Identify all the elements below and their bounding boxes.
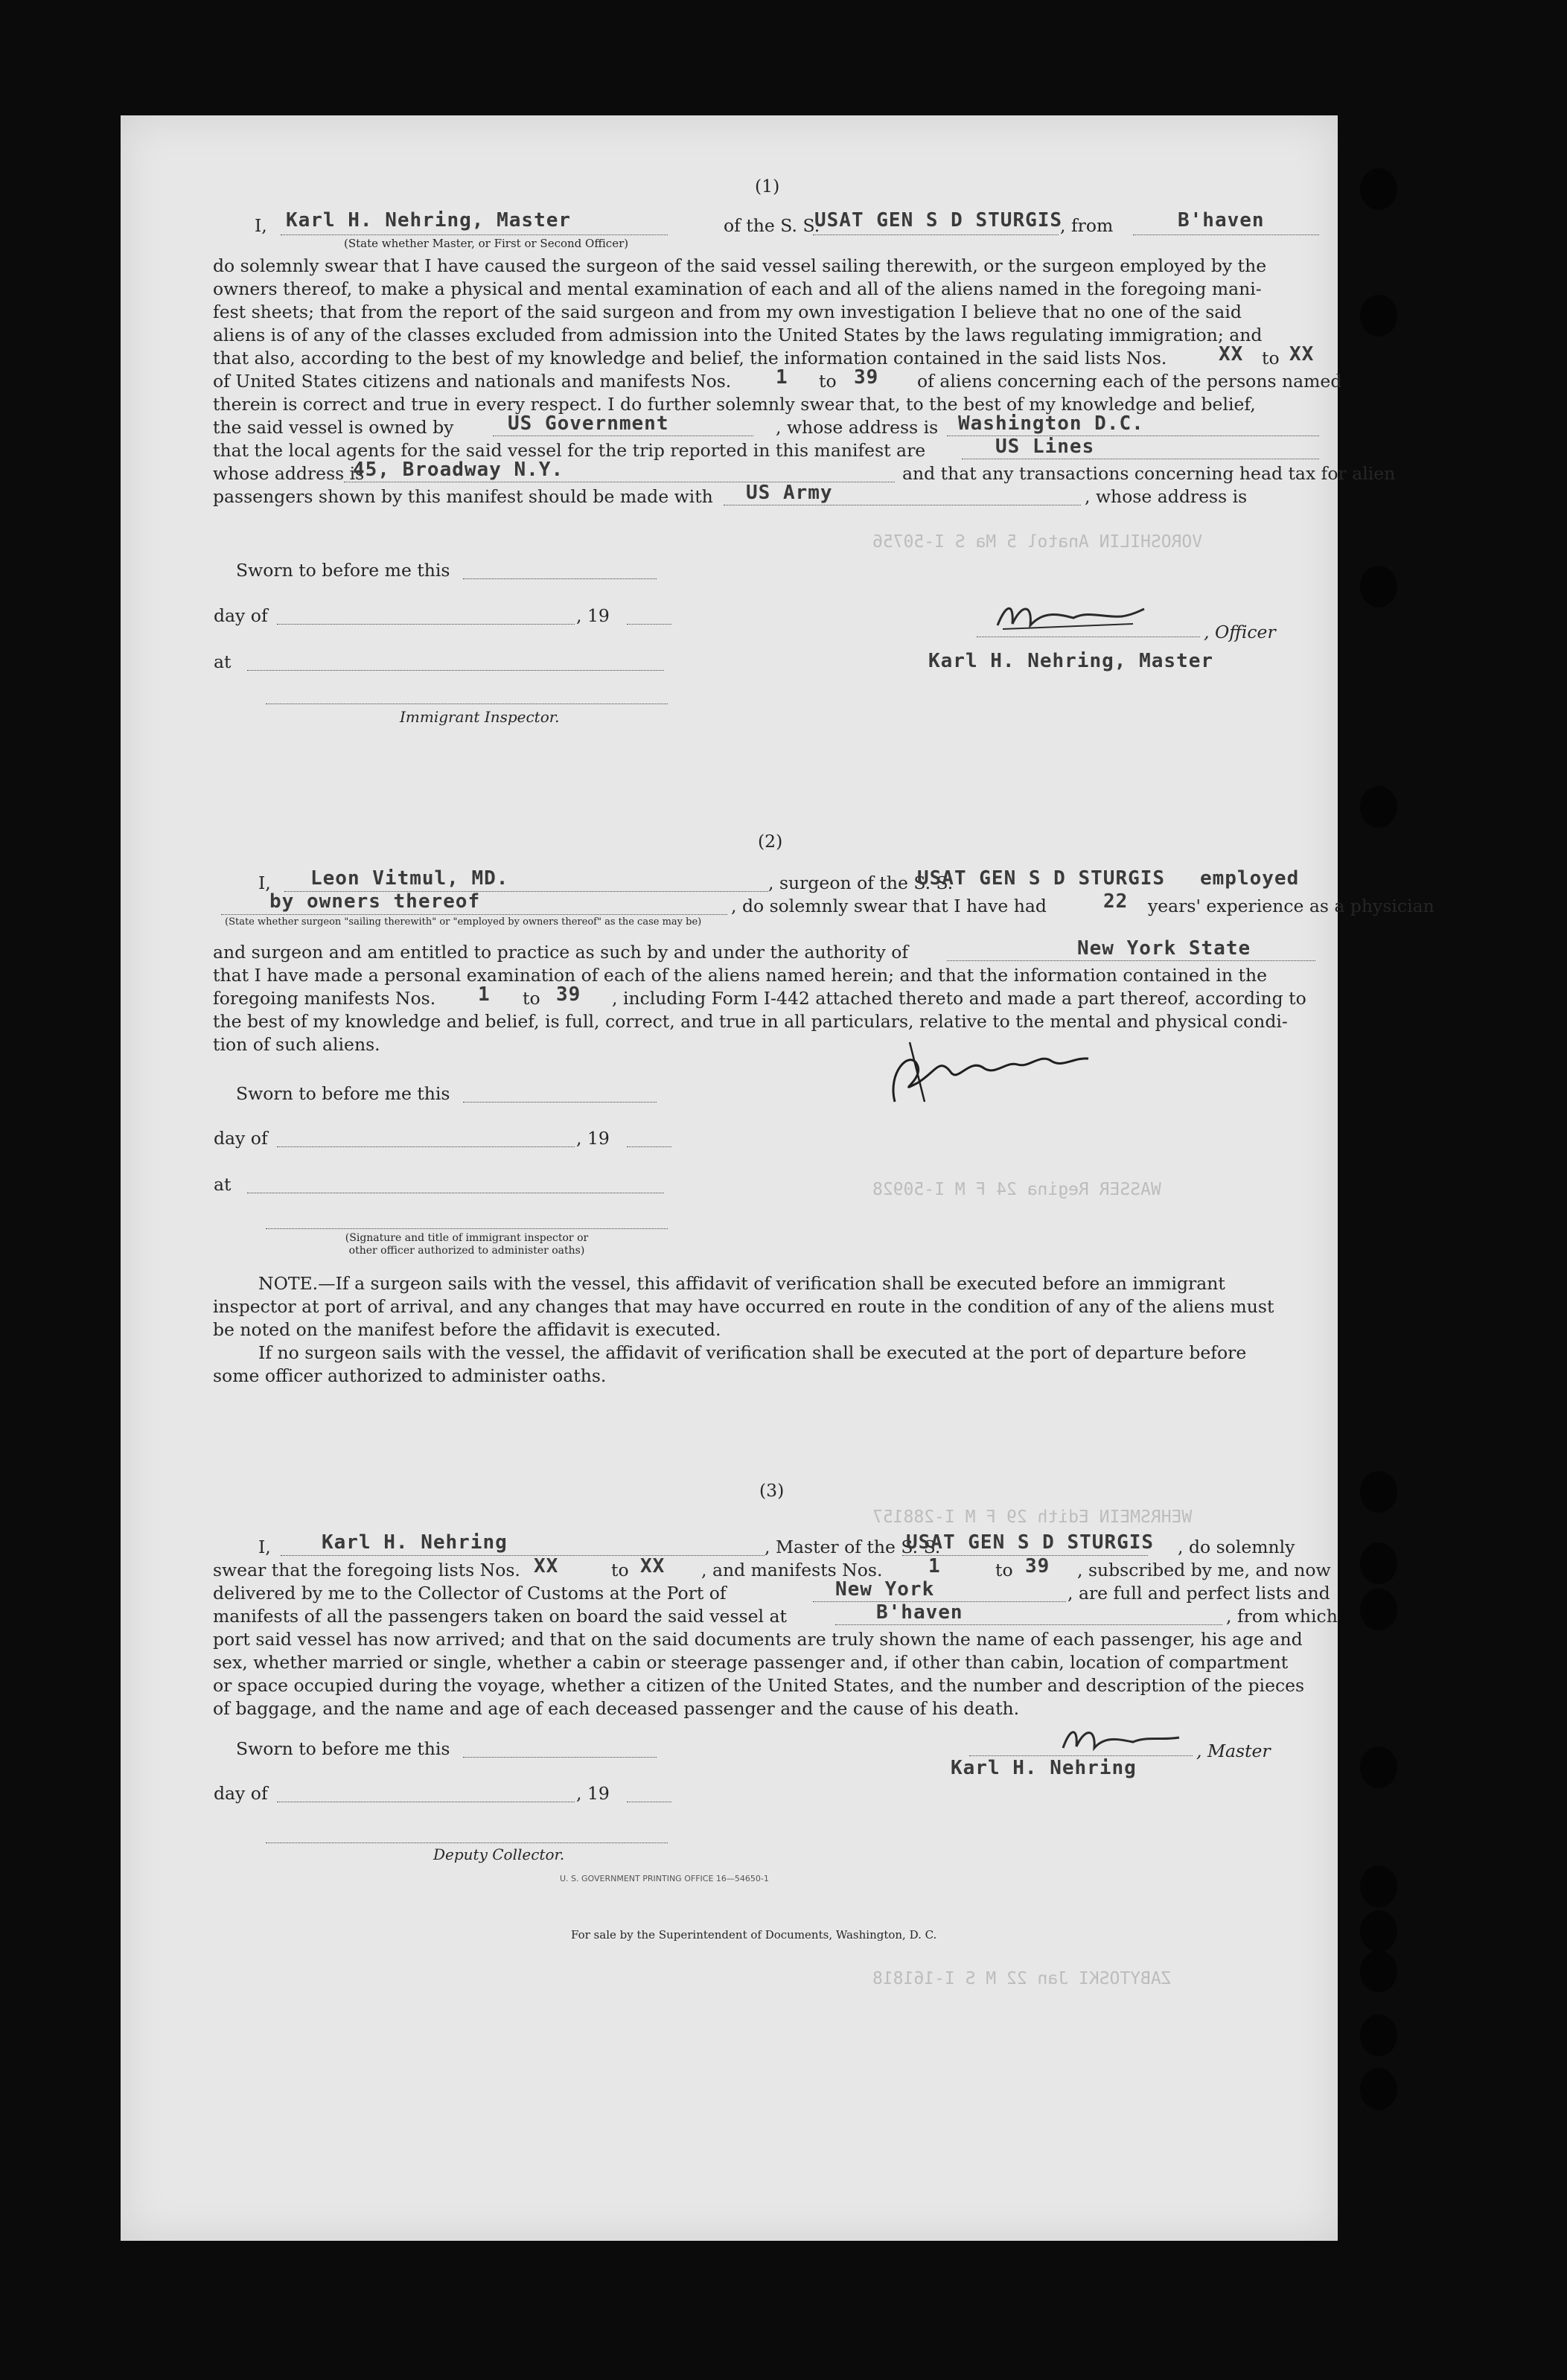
port-field: New York	[835, 1578, 935, 1601]
surgeon-manifest-from: 1	[478, 983, 491, 1006]
lists-to-3: XX	[640, 1555, 666, 1577]
lists-from-field: XX	[1219, 343, 1244, 366]
years-field: 22	[1103, 890, 1129, 913]
vessel-name-field: USAT GEN S D STURGIS	[814, 209, 1063, 232]
from-port-field: B'haven	[1178, 209, 1265, 232]
binder-hole	[1360, 168, 1397, 210]
printing-office-line: U. S. GOVERNMENT PRINTING OFFICE 16—54650-1	[560, 1874, 769, 1883]
signer-typed-3: Karl H. Nehring	[951, 1757, 1137, 1779]
owner-field: US Government	[508, 412, 669, 435]
sworn-label-2: Sworn to before me this	[236, 1083, 450, 1104]
agents-field: US Lines	[995, 436, 1095, 458]
section-1-i: I,	[255, 215, 267, 236]
sig-caption-1: (Signature and title of immigrant inspector or	[345, 1232, 589, 1244]
head-tax-party-field: US Army	[746, 482, 833, 504]
binder-hole	[1360, 1866, 1397, 1907]
manifest-to-field: 39	[854, 366, 879, 389]
state-caption: (State whether Master, or First or Second Officer)	[344, 237, 629, 250]
sworn-label-3: Sworn to before me this	[236, 1738, 450, 1759]
binder-hole	[1360, 1950, 1397, 1992]
binder-hole	[1360, 1542, 1397, 1584]
oath-line-6: of United States citizens and nationals and manifests Nos.	[213, 371, 732, 392]
inspector-caption: Immigrant Inspector.	[400, 708, 560, 726]
oath-line-5: that also, according to the best of my knowledge and belief, the information contained in the said lists Nos.	[213, 348, 1167, 369]
oath-line-3: fest sheets; that from the report of the said surgeon and from my own investigation I believe that no one of the said	[213, 302, 1242, 322]
surgeon-signature	[865, 1027, 1111, 1109]
sig-caption-2: other officer authorized to administer oaths)	[348, 1245, 585, 1257]
manifest-affidavit-page: (1) I, Karl H. Nehring, Master of the S. S. USAT GEN S D STURGIS , from B'haven (State whether Master, or First or Second Officer) do solemnly swear that I have caused the surgeon of the said vessel sailing therewith, or the surgeon employed by the owners thereof, to make a physical and mental examination of each and all of the aliens named in the foregoing mani- fest sheets; that from the report of the said surgeon and from my own investigation I believe that no one of the said aliens is of any of the classes excluded from admission into the United States by the laws regulating immigration; and that also, according to the best of my knowledge and belief, the information contained in the said lists Nos. XX to XX of United States citizens and nationals and manifests Nos. 1 to 39 of aliens concerning each of the persons named therein is correct and true in every respect. I do further solemnly swear that, to the best of my knowledge and belief, the said vessel is owned by US Government , whose address is Washington D.C. that the local agents for the said vessel for the trip reported in this manifest are US Lines whose address is 45, Broadway N.Y. and that any transactions concerning head tax for alien passengers shown by this manifest should be made with US Army , whose address is Sworn to before me this day of , 19 at Immigrant Inspector. , Officer Karl H. Nehring, Master (2) I, Leon Vitmul, MD. , surgeon of the S. S. USAT GEN S D STURGIS employed by owners thereof , do solemnly swear that I have had 22 years' experience as a physician (State whether surgeon "sailing therewith" or "employed by owners thereof" as the case may be) and surgeon and am entitled to practice as such by and under the authority of New York State that I have made a personal examination of each of the aliens named herein; and that the information contained in the foregoing manifests Nos. 1 to 39 , including Form I-442 attached thereto and made a part thereof, according to the best of my knowledge and belief, is full, correct, and true in all particulars, relative to the mental and physical condi- tion of such aliens. Sworn to before me this day of , 19 at (Signature and title of immigrant inspector or other officer authorized to administer oaths) NOTE.—If a surgeon sails with the vessel, this affidavit of verification shall be executed before an immigrant inspector at port of arrival, and any changes that may have occurred en route in the condition of any of the aliens must be noted on the manifest before the affidavit is executed. If no surgeon sails with the vessel, the affidavit of verification shall be executed at the port of departure before some officer authorized to administer oaths. (3) I, Karl H. Nehring , Master of the S. S. USAT GEN S D STURGIS , do solemnly swear that the foregoing lists Nos. XX to XX , and manifests Nos. 1 to 39 , subscribed by me, and now delivered by me to the Collector of Customs at the Port of New York , are full and perfect lists and manifests of all the passengers taken on board the said vessel at B'haven , from which port said vessel has now arrived; and that on the said documents are truly shown the name of each passenger, his age and sex, whether married or single, whether a cabin or steerage passenger and, if other than cabin, location of compartment or space occupied during the voyage, whether a citizen of the United States, and the number and description of the pieces of baggage, and the name and age of each deceased passenger and the cause of his death. Sworn to before me this day of , 19 Deputy Collector. , Master Karl H. Nehring U. S. GOVERNMENT PRINTING OFFICE 16—54650-1 For sale by the Superintendent of Documents, Washington, D. C. VOROSHILIN Anatol 5 Ma S I-50756 WASSER Regina 24 F M I-50928 WEHRSMEIN Edith 29 F M I-288157 ZABYTOSKI Jan 22 M S I-161818	[121, 115, 1338, 2241]
authority-field: New York State	[1077, 937, 1251, 960]
surgeon-name-field: Leon Vitmul, MD.	[310, 867, 509, 890]
for-sale-line: For sale by the Superintendent of Documents, Washington, D. C.	[571, 1928, 937, 1942]
from-label: , from	[1060, 215, 1114, 236]
section-1-number: (1)	[755, 176, 780, 197]
binder-hole	[1360, 2014, 1397, 2056]
note-line-2: inspector at port of arrival, and any changes that may have occurred en route in the condition of any of the aliens must	[213, 1296, 1274, 1317]
oath-line-2: owners thereof, to make a physical and mental examination of each and all of the aliens named in the foregoing mani-	[213, 278, 1262, 299]
lists-from-3: XX	[534, 1555, 559, 1577]
binder-hole	[1360, 295, 1397, 336]
section-2-number: (2)	[758, 831, 783, 852]
master-name-3: Karl H. Nehring	[322, 1531, 508, 1554]
oath-line-4: aliens is of any of the classes excluded from admission into the United States by the laws regulating immigration; and	[213, 325, 1263, 345]
bleed-through: ZABYTOSKI Jan 22 M S I-161818	[872, 1969, 1172, 1988]
binder-hole	[1360, 566, 1397, 607]
master-signature-3	[1059, 1720, 1185, 1757]
note-line-5: some officer authorized to administer oaths.	[213, 1365, 607, 1386]
oath-line-1: do solemnly swear that I have caused the surgeon of the said vessel sailing therewith, or the surgeon employed by the	[213, 255, 1267, 276]
board-port-field: B'haven	[876, 1601, 963, 1624]
surgeon-vessel-field: USAT GEN S D STURGIS	[917, 867, 1166, 890]
bleed-through: WEHRSMEIN Edith 29 F M I-288157	[872, 1508, 1193, 1527]
manifest-to-3: 39	[1025, 1555, 1050, 1577]
manifest-from-field: 1	[776, 366, 788, 389]
signer-typed-1: Karl H. Nehring, Master	[928, 650, 1214, 672]
surgeon-caption: (State whether surgeon "sailing therewith" or "employed by owners thereof" as the case may be)	[225, 916, 702, 928]
of-the-ss-label: of the S. S.	[724, 215, 820, 236]
bleed-through: WASSER Regina 24 F M I-50928	[872, 1180, 1161, 1199]
employed-by-field: by owners thereof	[269, 890, 481, 913]
agent-address-field: 45, Broadway N.Y.	[353, 459, 564, 481]
bleed-through: VOROSHILIN Anatol 5 Ma S I-50756	[872, 532, 1203, 552]
binder-hole	[1360, 1471, 1397, 1513]
lists-to-field: XX	[1289, 343, 1315, 366]
oath-line-7: therein is correct and true in every respect. I do further solemnly swear that, to the best of my knowledge and belief,	[213, 394, 1256, 415]
section-3-number: (3)	[759, 1480, 785, 1501]
master-name-field: Karl H. Nehring, Master	[286, 209, 572, 232]
note-line-3: be noted on the manifest before the affidavit is executed.	[213, 1319, 721, 1340]
vessel-name-3: USAT GEN S D STURGIS	[906, 1531, 1155, 1554]
note-line-4: If no surgeon sails with the vessel, the affidavit of verification shall be executed at the port of departure before	[258, 1342, 1247, 1363]
owner-address-field: Washington D.C.	[958, 412, 1144, 435]
binder-hole	[1360, 2068, 1397, 2110]
surgeon-manifest-to: 39	[556, 983, 581, 1006]
note-line-1: NOTE.—If a surgeon sails with the vessel, this affidavit of verification shall be executed before an immigrant	[258, 1273, 1225, 1294]
master-signature-1	[992, 596, 1148, 640]
manifest-from-3: 1	[928, 1555, 941, 1577]
binder-hole	[1360, 1746, 1397, 1788]
binder-hole	[1360, 786, 1397, 828]
sworn-label-1: Sworn to before me this	[236, 560, 450, 581]
collector-caption: Deputy Collector.	[433, 1845, 565, 1863]
binder-hole	[1360, 1910, 1397, 1952]
binder-hole	[1360, 1589, 1397, 1630]
